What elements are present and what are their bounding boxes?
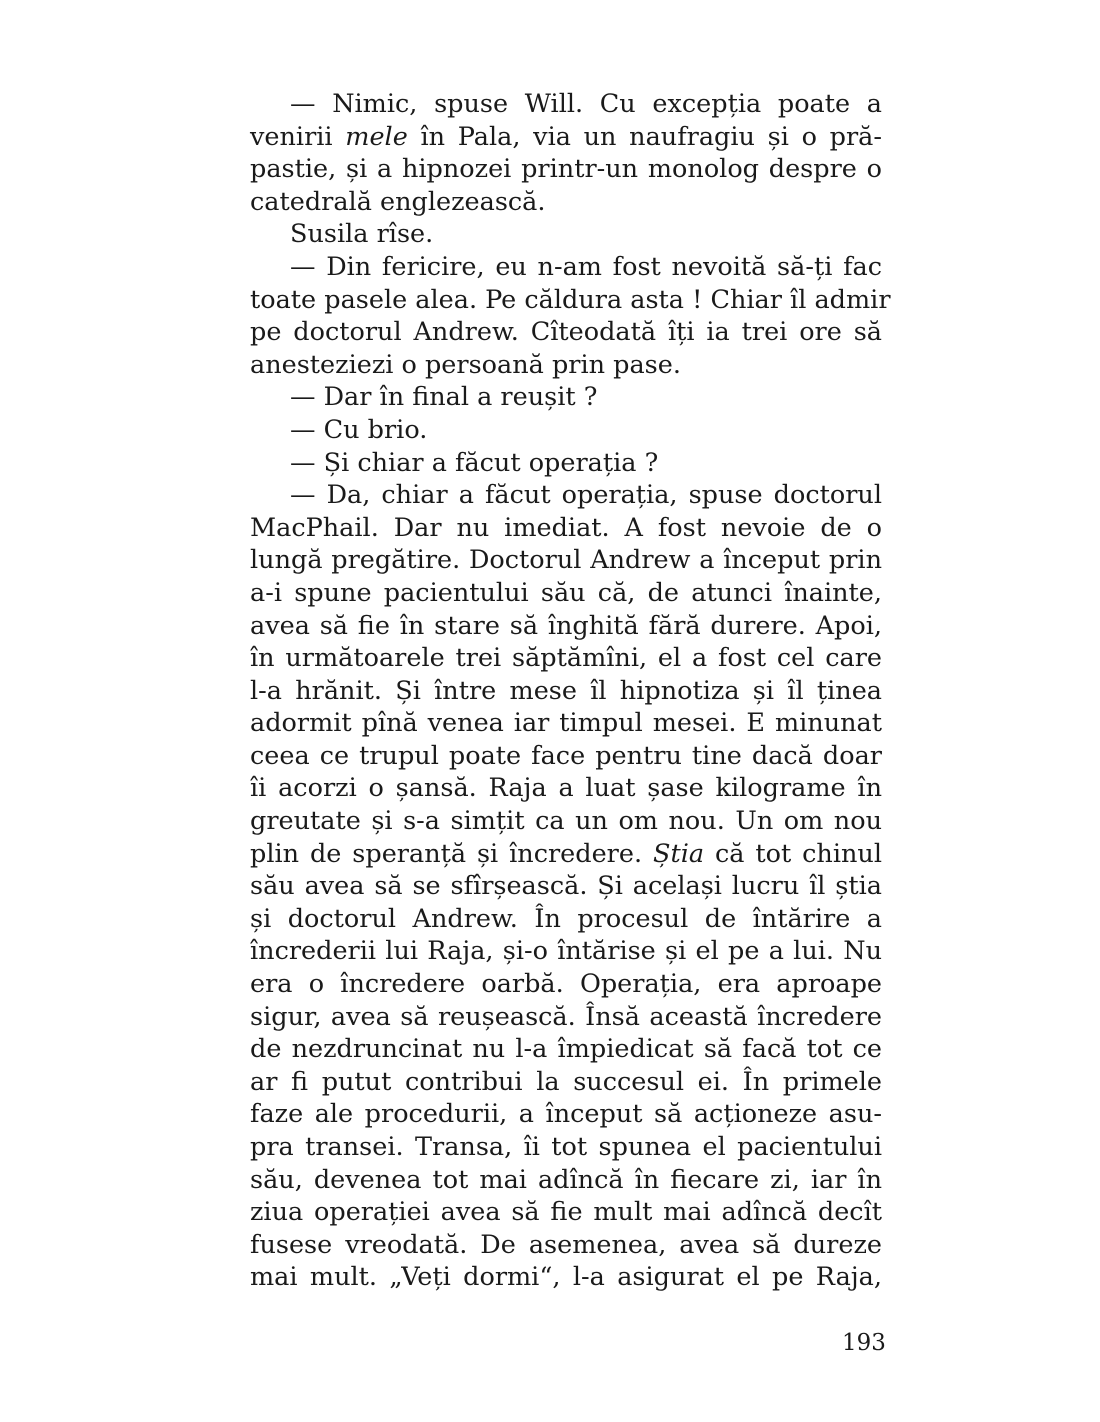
text-line (250, 1001, 882, 1034)
text-line (250, 218, 882, 251)
paragraph (250, 414, 882, 447)
text-line (250, 838, 882, 871)
text-segment: că tot chinul (704, 838, 882, 869)
text-segment: fusese vreodată. De asemenea, avea să dureze (250, 1229, 882, 1260)
text-line (250, 349, 882, 382)
text-line (250, 610, 882, 643)
text-segment: încrederii lui Raja, și-o întărise și el pe a lui. Nu (250, 936, 882, 967)
text-line (250, 1131, 882, 1164)
text-line (250, 870, 882, 903)
text-line (250, 1164, 882, 1197)
text-line (250, 316, 882, 349)
paragraph (250, 479, 882, 1294)
text-segment: pra transei. Transa, îi tot spunea el pacientului (250, 1132, 882, 1162)
text-line (250, 284, 891, 317)
text-segment: său avea să se sfîrșească. Și același lucru îl știa (250, 871, 882, 902)
text-line (250, 642, 882, 675)
text-line (250, 1066, 882, 1099)
text-line (250, 577, 882, 610)
text-line (250, 414, 882, 447)
text-segment: ar fi putut contribui la succesul ei. În primele (250, 1066, 882, 1097)
text-segment: pastie, și a hipnozei printr-un monolog despre o (250, 154, 882, 185)
text-line (250, 381, 882, 414)
text-line (250, 479, 882, 512)
text-segment: — Nimic, spuse Will. Cu excepția poate a (290, 89, 882, 119)
text-segment: plin de speranță și încredere. (250, 838, 653, 869)
text-segment: greutate și s-a simțit ca un om nou. Un om nou (250, 806, 882, 837)
text-line (250, 968, 882, 1001)
page-number: 193 (842, 1330, 886, 1356)
text-segment: Susila rîse. (290, 219, 434, 250)
text-line (250, 772, 882, 805)
text-segment: a-i spune pacientului său că, de atunci înainte, (250, 577, 882, 608)
emphasized-word: mele (345, 121, 408, 152)
text-segment: și doctorul Andrew. În procesul de întărire a (250, 903, 882, 934)
text-line (250, 1229, 882, 1262)
text-line (250, 1196, 882, 1229)
text-segment: toate pasele alea. Pe căldura asta ! Chiar îl admir (250, 284, 891, 315)
body-text (250, 88, 891, 1294)
paragraph (250, 218, 882, 251)
text-segment: în Pala, via un naufragiu și o pră- (407, 121, 882, 152)
text-segment: faze ale procedurii, a început să acționeze asu- (250, 1099, 882, 1130)
text-line (250, 1033, 882, 1066)
text-segment: ziua operației avea să fie mult mai adîncă decît (250, 1197, 882, 1228)
paragraph (250, 447, 882, 480)
text-segment: catedrală englezească. (250, 186, 546, 217)
text-segment: — Dar în final a reușit ? (290, 382, 598, 413)
paragraph (250, 381, 882, 414)
text-line (250, 805, 882, 838)
text-line (250, 675, 882, 708)
text-segment: pe doctorul Andrew. Cîteodată îți ia trei ore să (250, 317, 882, 348)
text-segment: — Și chiar a făcut operația ? (290, 447, 659, 478)
text-segment: mai mult. „Veți dormi“, l-a asigurat el pe Raja, (250, 1262, 882, 1293)
text-segment: de nezdruncinat nu l-a împiedicat să facă tot ce (250, 1034, 882, 1065)
text-line (250, 740, 882, 773)
text-line (250, 153, 882, 186)
text-line (250, 88, 882, 121)
paragraph (250, 251, 891, 381)
text-line (250, 707, 882, 740)
text-segment: era o încredere oarbă. Operația, era aproape (250, 969, 882, 1000)
text-segment: sigur, avea să reușească. Însă această încredere (250, 1001, 882, 1032)
text-segment: anesteziezi o persoană prin pase. (250, 349, 681, 380)
text-segment: — Da, chiar a făcut operația, spuse doctorul (290, 480, 882, 511)
text-line (250, 512, 882, 545)
text-segment: adormit pînă venea iar timpul mesei. E minunat (250, 708, 882, 739)
text-line (250, 121, 882, 154)
text-segment: lungă pregătire. Doctorul Andrew a început prin (250, 545, 882, 576)
text-segment: ceea ce trupul poate face pentru tine dacă doar (250, 740, 882, 771)
text-line (250, 544, 882, 577)
text-line (250, 447, 882, 480)
text-segment: îi acorzi o șansă. Raja a luat șase kilograme în (250, 773, 882, 804)
text-segment: venirii (250, 121, 346, 152)
text-line (250, 1098, 882, 1131)
text-line (250, 186, 882, 219)
text-segment: avea să fie în stare să înghită fără durere. Apoi, (250, 610, 882, 641)
text-segment: — Din fericire, eu n-am fost nevoită să-ți fac (290, 251, 882, 282)
emphasized-word: Știa (652, 838, 705, 869)
text-segment: în următoarele trei săptămîni, el a fost cel care (250, 643, 882, 674)
text-segment: MacPhail. Dar nu imediat. A fost nevoie de o (250, 512, 882, 543)
text-line (250, 1261, 882, 1294)
text-line (250, 935, 882, 968)
text-line (250, 903, 882, 936)
text-segment: său, devenea tot mai adîncă în fiecare zi, iar în (250, 1164, 882, 1195)
text-line (250, 251, 882, 284)
paragraph (250, 88, 882, 218)
text-segment: l-a hrănit. Și între mese îl hipnotiza și îl ținea (250, 675, 882, 706)
text-segment: — Cu brio. (290, 414, 428, 445)
